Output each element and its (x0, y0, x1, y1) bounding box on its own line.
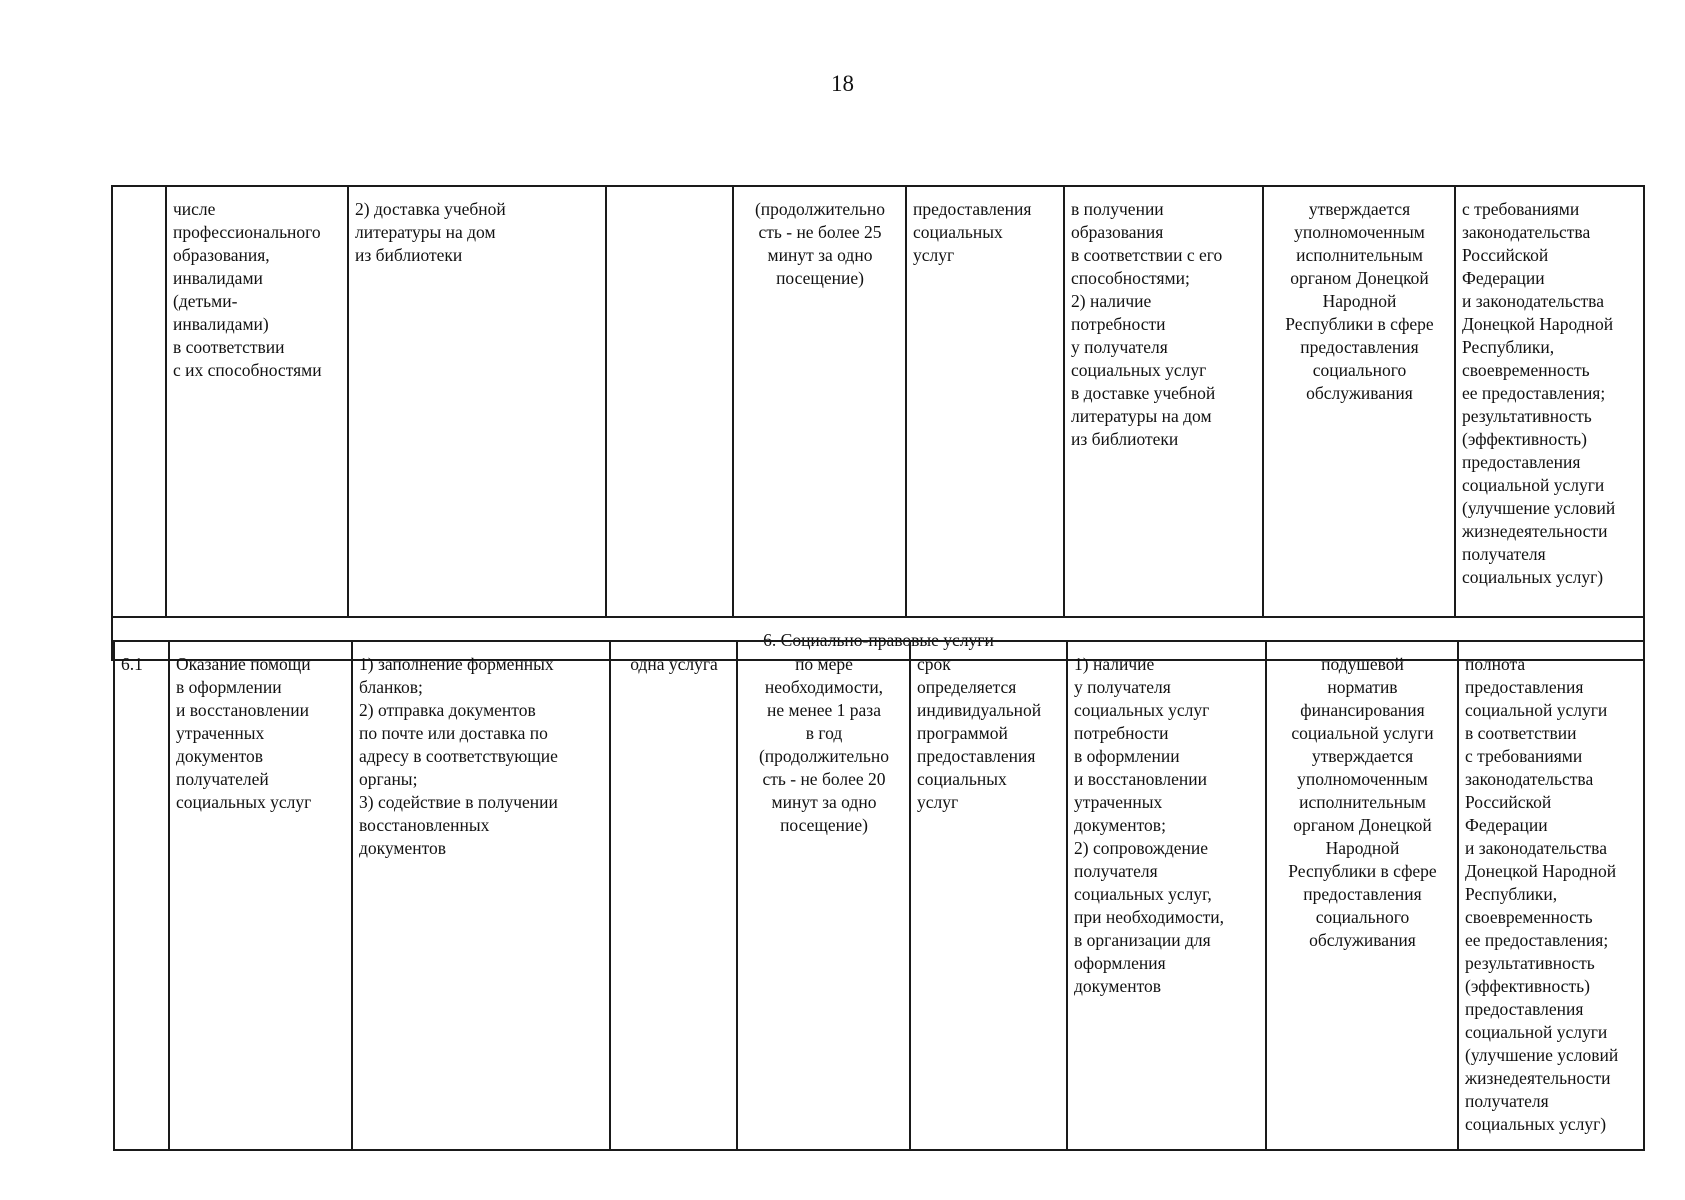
page-number: 18 (831, 71, 854, 96)
cell-term: предоставления социальных услуг (906, 186, 1064, 617)
section-title: 6. Социально-правовые услуги (112, 617, 1644, 660)
cell-norm: подушевой норматив финансирования социальной услуги утверждается уполномоченным исполнительным органом Донецкой Народной Республики в сфере предоставления социального обслуживания (1266, 641, 1458, 1150)
cell-service-content: 2) доставка учебной литературы на дом из библиотеки (348, 186, 606, 617)
services-table-continued (111, 185, 1645, 661)
cell-frequency: по мере необходимости, не менее 1 раза в год (продолжительно сть - не более 20 минут за одно посещение) (737, 641, 910, 1150)
cell-service-content: 1) заполнение форменных бланков; 2) отправка документов по почте или доставка по адресу в соответствующие органы; 3) содействие в получении восстановленных документов (352, 641, 610, 1150)
cell-number: 6.1 (114, 641, 169, 1150)
cell-conditions: в получении образования в соответствии с его способностями; 2) наличие потребности у получателя социальных услуг в доставке учебной литературы на дом из библиотеки (1064, 186, 1263, 617)
cell-number (112, 186, 166, 617)
table-row-6-1 (114, 641, 1644, 1150)
cell-quality: полнота предоставления социальной услуги в соответствии с требованиями законодательства Российской Федерации и законодательства Донецкой Народной Республики, своевременность ее предоставления; результативность (эффективность) предоставления социальной услуги (улучшение условий жизнедеятельности получателя социальных услуг) (1458, 641, 1644, 1150)
services-table-section-6 (113, 640, 1645, 1151)
cell-conditions: 1) наличие у получателя социальных услуг потребности в оформлении и восстановлении утраченных документов; 2) сопровождение получателя социальных услуг, при необходимости, в организации для оформления документов (1067, 641, 1266, 1150)
cell-service-name: числе профессионального образования, инвалидами (детьми- инвалидами) в соответствии с их способностями (166, 186, 348, 617)
cell-quality: с требованиями законодательства Российской Федерации и законодательства Донецкой Народной Республики, своевременность ее предоставления; результативность (эффективность) предоставления социальной услуги (улучшение условий жизнедеятельности получателя социальных услуг) (1455, 186, 1644, 617)
cell-frequency: (продолжительно сть - не более 25 минут за одно посещение) (733, 186, 906, 617)
cell-service-name: Оказание помощи в оформлении и восстановлении утраченных документов получателей социальных услуг (169, 641, 352, 1150)
table-row-continued (112, 186, 1644, 617)
cell-unit: одна услуга (610, 641, 737, 1150)
cell-norm: утверждается уполномоченным исполнительным органом Донецкой Народной Республики в сфере предоставления социального обслуживания (1263, 186, 1455, 617)
cell-unit (606, 186, 733, 617)
cell-term: срок определяется индивидуальной программой предоставления социальных услуг (910, 641, 1067, 1150)
